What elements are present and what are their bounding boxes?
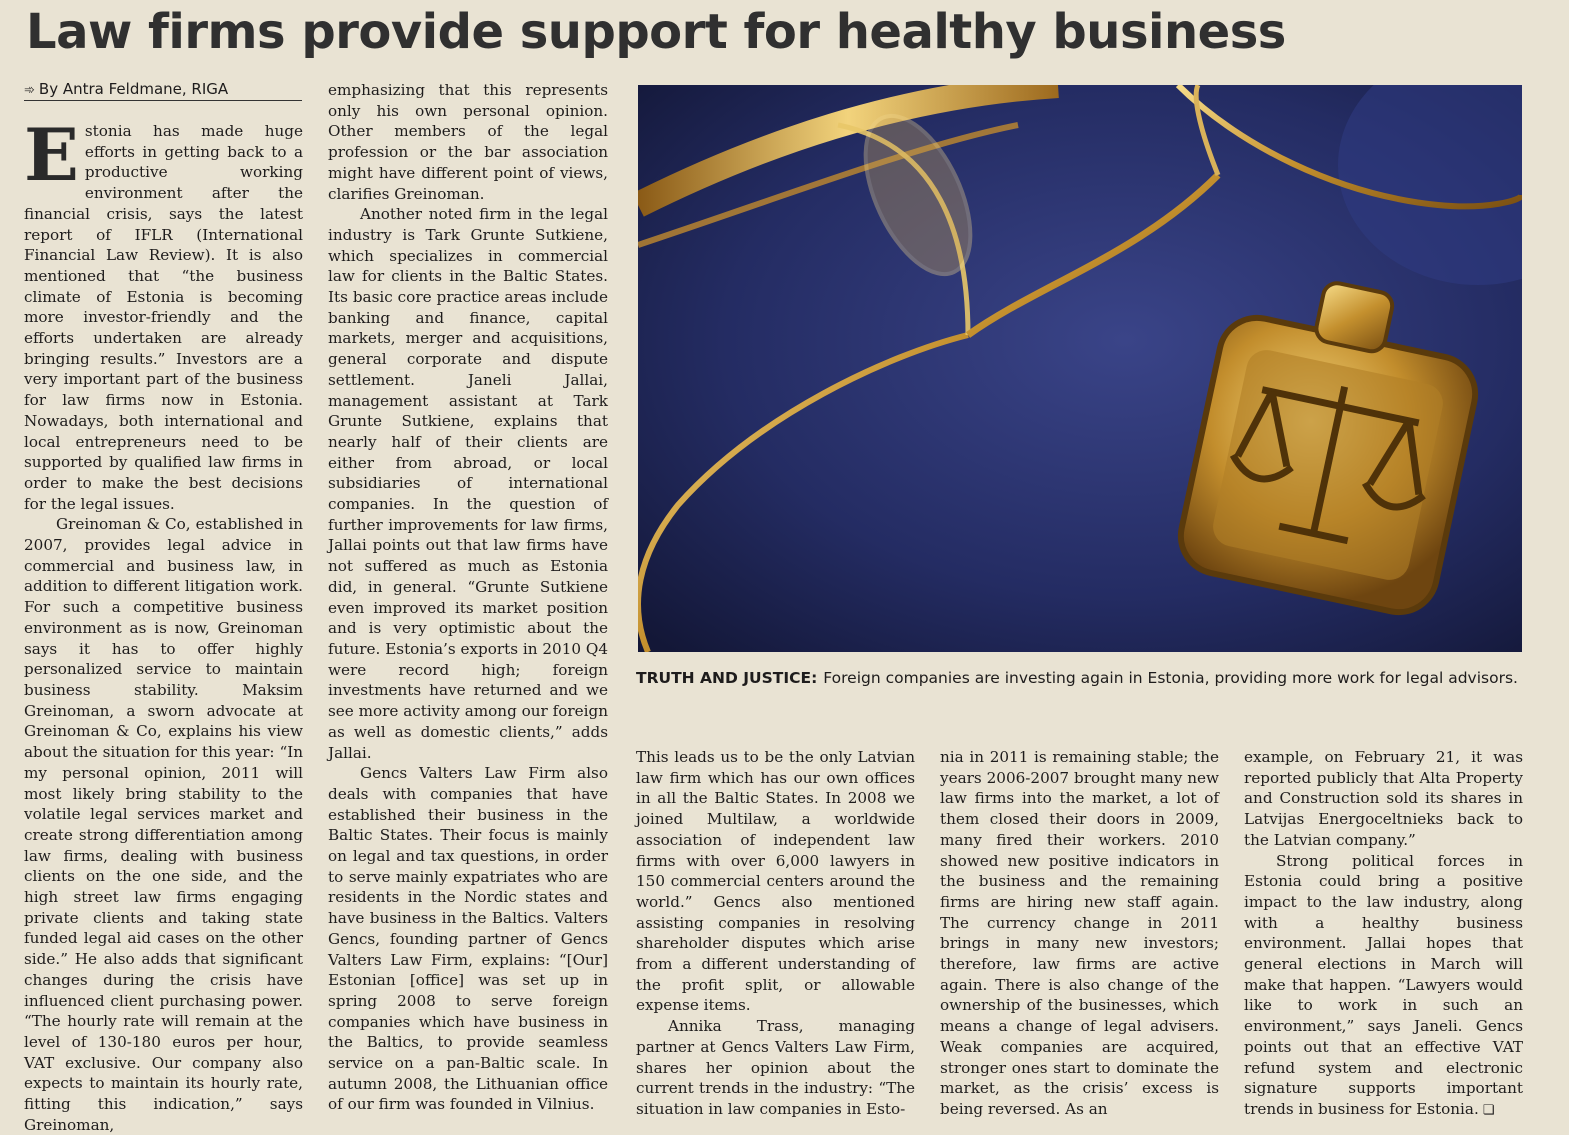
paragraph: Annika Trass, managing partner at Gencs Valters Law Firm, shares her opinion about the current trends in the industry: “The situation in law companies in Esto- [636, 1017, 915, 1118]
arrow-icon: ➾ [24, 83, 35, 98]
paragraph: Strong political forces in Estonia could bring a positive impact to the law industry, along with a healthy business environment. Jallai hopes that general elections in March will make that happen. “Lawyers would like to work in such an environment,” says Janeli. Gencs points out that an effective VAT refund system and electronic signature supports important trends in business for Estonia. ❏ [1244, 851, 1523, 1118]
byline-text: By Antra Feldmane, RIGA [38, 80, 229, 98]
paragraph: example, on February 21, it was reported publicly that Alta Property and Construction sold its shares in Latvijas Energoceltnieks back to the Latvian company.” [1244, 748, 1523, 849]
photo-caption [636, 668, 1524, 689]
end-mark-icon: ❏ [1482, 1102, 1495, 1118]
paragraph: This leads us to be the only Latvian law firm which has our own offices in all the Baltic States. In 2008 we joined Multilaw, a worldwide association of independent law firms with over 6,000 lawyers in 150 commercial centers around the world.” Gencs also mentioned assisting companies in resolving shareholder disputes which arise from a different understanding of the profit split, or allowable expense items. [636, 748, 915, 1015]
article-column-2 [328, 80, 608, 1115]
article-photo [638, 85, 1522, 652]
headline: Law firms provide support for healthy business [26, 4, 1286, 60]
byline [24, 80, 302, 101]
paragraph: emphasizing that this represents only his own personal opinion. Other members of the legal profession or the bar association might have different point of views, clarifies Greinoman. [328, 81, 608, 203]
paragraph: nia in 2011 is remaining stable; the years 2006-2007 brought many new law firms into the market, a lot of them closed their doors in 2009, many fired their workers. 2010 showed new positive indicators in the business and the remaining firms are hiring new staff again. The currency change in 2011 brings in many new investors; therefore, law firms are active again. There is also change of the ownership of the businesses, which means a change of legal advisers. Weak companies are acquired, stronger ones start to dominate the market, as the crisis’ excess is being reversed. As an [940, 748, 1219, 1118]
paragraph: Estonia has made huge efforts in getting back to a productive working environment after the financial crisis, says the latest report of IFLR (International Financial Law Review). It is also mentioned that “the business climate of Estonia is becoming more investor-friendly and the efforts undertaken are already bringing results.” Investors are a very important part of the business for law firms now in Estonia. Nowadays, both international and local entrepreneurs need to be supported by qualified law firms in order to make the best decisions for the legal issues. [24, 112, 303, 513]
paragraph: Greinoman & Co, established in 2007, provides legal advice in commercial and business law, in addition to different litigation work. For such a competitive business environment as is now, Greinoman says it has to offer highly personalized service to maintain business stability. Maksim Greinoman, a sworn advocate at Greinoman & Co, explains his view about the situation for this year: “In my personal opinion, 2011 will most likely bring stability to the volatile legal services market and create strong differentiation among law firms, dealing with business clients on the one side, and the high street law firms engaging private clients and taking state funded legal aid cases on the other side.” He also adds that significant changes during the crisis have influenced client purchasing power. “The hourly rate will remain at the level of 130-180 euros per hour, VAT exclusive. Our company also expects to maintain its hourly rate, fitting this indication,” says Greinoman, [24, 515, 303, 1134]
article-column-3 [636, 747, 915, 1120]
article-column-5 [1244, 747, 1523, 1122]
paragraph: Gencs Valters Law Firm also deals with companies that have established their business in the Baltic States. Their focus is mainly on legal and tax questions, in order to serve mainly expatriates who are residents in the Nordic states and have business in the Baltics. Valters Gencs, founding partner of Gencs Valters Law Firm, explains: “[Our] Estonian [office] was set up in spring 2008 to serve foreign companies which have business in the Baltics, to provide seamless service on a pan-Baltic scale. In autumn 2008, the Lithuanian office of our firm was founded in Vilnius. [328, 764, 608, 1114]
paragraph: Another noted firm in the legal industry is Tark Grunte Sutkiene, which specializes in commercial law for clients in the Baltic States. Its basic core practice areas include banking and finance, capital markets, merger and acquisitions, general corporate and dispute settlement. Janeli Jallai, management assistant at Tark Grunte Sutkiene, explains that nearly half of their clients are either from abroad, or local subsidiaries of international companies. In the question of further improvements for law firms, Jallai points out that law firms have not suffered as much as Estonia did, in general. “Grunte Sutkiene even improved its market position and is very optimistic about the future. Estonia’s exports in 2010 Q4 were record high; foreign investments have returned and we see more activity among our foreign as well as domestic clients,” adds Jallai. [328, 205, 609, 762]
drop-cap: E [24, 112, 79, 197]
caption-text: Foreign companies are investing again in Estonia, providing more work for legal advisors. [823, 669, 1518, 687]
caption-kicker: TRUTH AND JUSTICE: [636, 669, 818, 687]
article-column-4 [940, 747, 1219, 1120]
article-column-1 [24, 112, 303, 1135]
